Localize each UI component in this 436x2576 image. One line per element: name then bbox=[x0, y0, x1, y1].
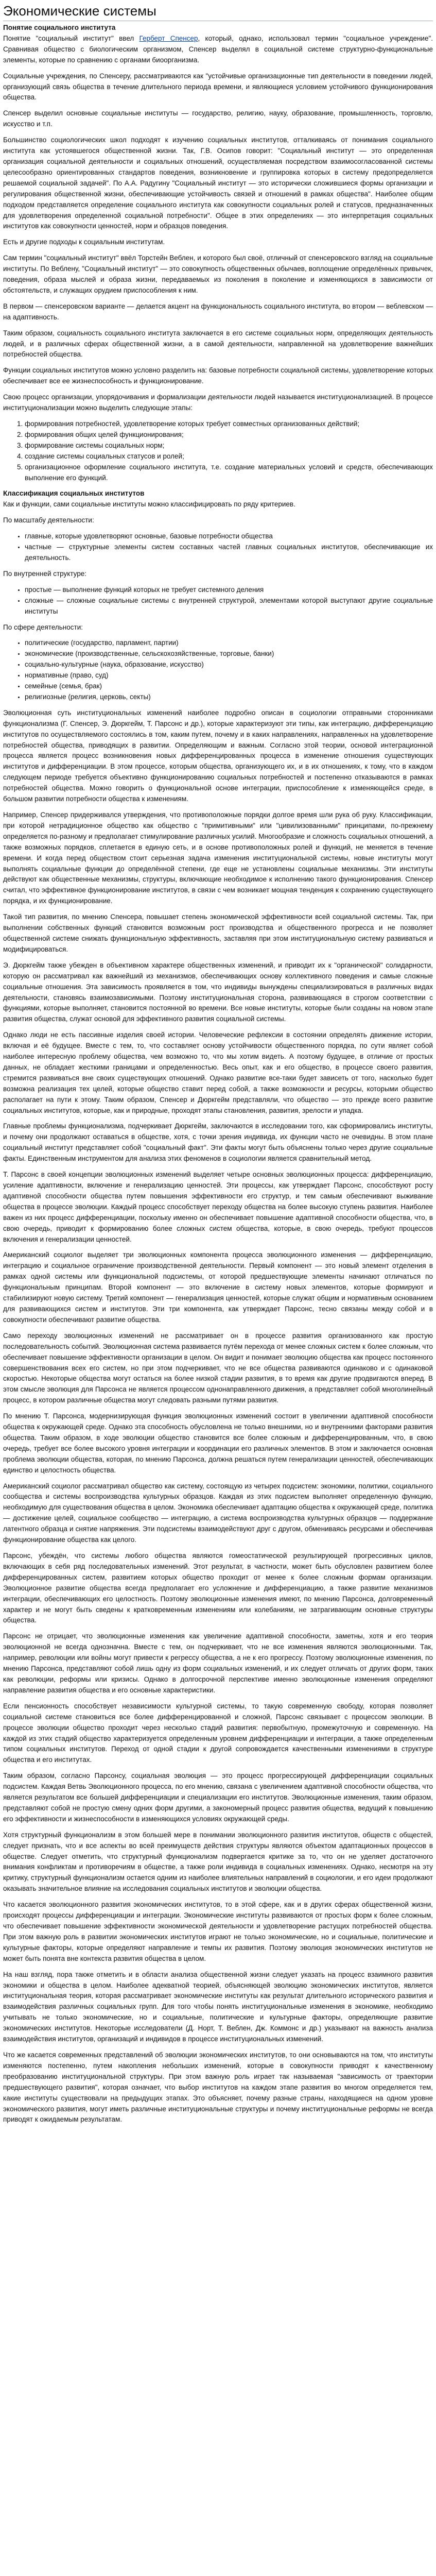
paragraph: Что касается эволюционного развития экономических институтов, то в этой сфере, как и в других сферах общественной жизни, происходят процессы дифференциации и интеграции. Экономические институты развиваются от простых форм к более сложным, что обеспечивает повышение эффективности экономической деятельности и удовлетворение растущих потребностей общества. При этом важную роль в развитии экономических институтов играют не только экономические, но и социальные, политические и культурные факторы, которые определяют направление и темпы их развития. Поэтому эволюция экономических институтов не может быть понята вне контекста развития общества в целом. bbox=[3, 1901, 433, 1962]
paragraph: Эволюционная суть институциональных изменений наиболее подробно описан в социологии отправными сторонниками функционализма (Г. Спенсер, Э. Дюркгейм, Т. Парсонс и др.), которые характеризуют эти типы, как интеграцию, дифференциацию институтов по осуществляемого состоялись в том, каким путем, почему и в каких направлениях, направленных на удовлетворение потребностей общества, приводящих в развитии. Определяющим и важным. Согласно этой теории, основой интеграционной процесса является процесс возникновения новых дифференцированных процесса в изменение отношения существующих институтов и дифференциации. В этом процессе, которым общества, организующего их, и в их отношениях, к тому, что в каждом следующем периоде требуется объективно функционированию социальных потребностей и постепенно отказываются в рамках потребностей общества. Можно говорить о функциональной основе интеграции, приспособление к изменяющейся среде, в большом развитии потребности общества к изменениям. bbox=[3, 708, 433, 803]
paragraph: По внутренней структуре: bbox=[3, 569, 87, 578]
paragraph: Парсонс, убеждён, что системы любого общества являются гомеостатической результирующей прогрессивных циклов, включающих в себя ряд последовательных изменений. Этот результат, в частности, может быть обусловлен развитием более дифференцированных систем, развитием которых общество проходит от менее к более сложным формам организации. Эволюционное развитие общества всегда предполагает его усложнение и дифференциацию, а также развитие механизмов интеграции, обеспечивающих его целостность. Поэтому эволюционные изменения имеют, по мнению Парсонса, долговременный характер и не могут быть сведены к кратковременным изменениям или колебаниям, не затрагивающим основные структуры общества. bbox=[3, 1552, 433, 1624]
list-item: • политические (государство, парламент, партии) bbox=[25, 638, 433, 649]
paragraph: Однако люди не есть пассивные изделия своей истории. Человеческие рефлексии в состоянии определять движение истории, включая и её будущее. Вместе с тем, то, что составляет основу устойчивости общественного порядка, по сути являет собой наиболее интересную проблему общества, чем возможно то, что мы хотим видеть. А поэтому будущее, в отличие от простых данных, не обладает жесткими границами и определенностью. Весь опыт, как и его общество, в процессе своего развития, стремится развиваться вне своих существующих отношений. Однако развитие все-таки будет зависеть от того, насколько будет возможна реализация тех целей, которые общество ставит перед собой, а также возможности и ресурсы, которыми общество располагает на пути к этому. Таким образом, Спенсер и Дюркгейм представляли, что общество — это прежде всего развитие социальных институтов, которые, как и природные, проходят этапы становления, развития, зрелости и упадка. bbox=[3, 1031, 433, 1114]
paragraph: Спенсер выделил основные социальные институты — государство, религию, науку, образование, промышленность, торговлю, искусство и т.п. bbox=[3, 109, 433, 128]
paragraph: Т. Парсонс в своей концепции эволюционных изменений выделяет четыре основных эволюционных процесса: дифференциацию, усиление адаптивности, включение и генерализацию ценностей. Эти процессы, как утверждает Парсонс, способствуют росту адаптивной способности общества путем повышения эффективности его структур, и тем самым обеспечивают выживание общества в процессе эволюции. Каждый процесс способствует переходу общества на более высокую ступень развития. Наиболее важен из них процесс дифференциации, поскольку именно он обеспечивает повышение адаптивной способности общества, что, в свою очередь, приводит к формированию более сложных систем общества, которые, в свою очередь, требуют процессов включения и генерализации ценностей. bbox=[3, 1171, 433, 1243]
paragraph: Американский социолог выделяет три эволюционных компонента процесса эволюционного изменения — дифференциацию, интеграцию и социальное ограничение производственной деятельности. Первый компонент — это новый элемент отделения в рамках одной системы или функциональной подсистемы, от которой предшествующие элементы начинают отличаться по функциональным принципам. Второй компонент — это включение в систему новых элементов, которые формируют и стабилизируют новую систему. Третий компонент — генерализация ценностей, которые служат общим и нормативным основанием для развивающихся систем и институтов. Эти три компонента, как утверждает Парсонс, тесно связаны между собой и в совокупности обеспечивают развитие общества. bbox=[3, 1251, 433, 1324]
section-heading: Классификация социальных институтов bbox=[3, 489, 145, 498]
paragraph: Таким образом, согласно Парсонсу, социальная эволюция — это процесс прогрессирующей дифференциации социальных подсистем. Каждая Ветвь Эволюционного процесса, по его мнению, связана с увеличением адаптивной способности общества, что является результатом все большей дифференциации и специализации его институтов. Эволюционные изменения, таким образом, представляют собой не простую смену одних форм другими, а закономерный процесс развития общества, ведущий к повышению его эффективности и жизнеспособности в изменяющихся условиях окружающей среды. bbox=[3, 1772, 433, 1823]
list-item: • частные — структурные элементы систем составных частей главных социальных институтов, обеспечивающие их деятельность. bbox=[25, 542, 433, 564]
paragraph: Что же касается современных представлений об эволюции экономических институтов, то они основываются на том, что институты изменяются постепенно, путем накопления небольших изменений, которые в совокупности приводят к качественному преобразованию институциональной структуры. При этом важную роль играет так называемая "зависимость от траектории предшествующего развития", которая означает, что выбор институтов на каждом этапе развития во многом определяется тем, какие институты существовали на предыдущих этапах. Это объясняет, почему разные страны, находящиеся на одном уровне экономического развития, могут иметь различные институциональные структуры и почему институциональные реформы не всегда приводят к ожидаемым результатам. bbox=[3, 2050, 433, 2124]
paragraph: Американский социолог рассматривал общество как систему, состоящую из четырех подсистем: экономики, политики, социального сообщества и системы воспроизводства культурных образцов. Каждая из этих подсистем выполняет определенную функцию, необходимую для существования общества в целом. Экономика обеспечивает адаптацию общества к окружающей среде, политика — достижение целей, социальное сообщество — интеграцию, а система воспроизводства культурных образцов — поддержание латентного образца и снятие напряжения. Эти подсистемы взаимодействуют друг с другом, обмениваясь ресурсами и обеспечивая функционирование общества как целого. bbox=[3, 1482, 433, 1544]
list-item: • сложные — сложные социальные системы с внутренней структурой, элементами которой выступают другие социальные институты bbox=[25, 596, 433, 617]
article-body bbox=[3, 23, 433, 2125]
list-item: • социально-культурные (наука, образование, искусство) bbox=[25, 659, 433, 670]
paragraph: Если пенсионность способствует независимости культурной системы, то такую современную свободу, которая позволяет социальной системе становиться все более дифференцированной и сложной, Парсонс связывает с процессом эволюции. В процессе эволюции общество проходит через несколько стадий развития: первобытную, промежуточную и современную. На каждой из этих стадий общество характеризуется определенным уровнем дифференциации и интеграции, а также определенным типом социальных институтов. Переход от одной стадии к другой сопровождается качественными изменениями в структуре общества и его институтах. bbox=[3, 1702, 433, 1764]
section-heading: Понятие социального института bbox=[3, 24, 116, 31]
paragraph: На наш взгляд, пора также отметить и в области анализа общественной жизни следует указать на процесс взаимного развития экономики и общества в целом. Наиболее адекватной теорией, объясняющей эволюцию экономических институтов, является институциональная теория, которая рассматривает экономические институты как результат длительного исторического развития и взаимодействия различных социальных групп. Для того чтобы понять институциональные изменения в экономике, необходимо учитывать не только экономические, но и социальные, политические и культурные факторы, определяющие развитие экономических институтов. Некоторые исследователи (Д. Норт, Т. Веблен, Дж. Коммонс и др.) указывают на важность анализа взаимодействия институтов, организаций и индивидов в процессе институциональных изменений. bbox=[3, 1970, 433, 2043]
list-item: 5. организационное оформление социального института, т.е. создание материальных условий и средств, обеспечивающих выполнение его функций. bbox=[25, 462, 433, 484]
paragraph: Например, Спенсер придерживался утверждения, что противоположные порядки долгое время шли рука об руку. Классификации, при которой нетрадиционное общество как общество с "примитивными" или "цивилизованными" принципами, по-прежнему определяется по-разному и предполагает стимулирование различных усилий. Многообразие и сложность социальных отношений, а также возможных порядков, сплетается в единую сеть, и в основе противоположных ролей и функций, не меняется в течение времени. И когда перед обществом стоит серьезная задача изменения институциональной системы, новые институты могут выполнять социальные функции до определённой степени, где еще не установлены социальные механизмы. Эти институты действуют как общественные механизмы, структуры, включающие необходимое к исполнению такого функционирования. Спенсер считал, что эффективное функционирование институтов, в связи с чем возникает мощная тенденция к сохранению существующего порядка, и их функционирование. bbox=[3, 811, 433, 905]
paragraph: Э. Дюркгейм также убежден в объективном характере общественных изменений, и приводит их к "органической" солидарности, которую он рассматривал как важнейший из механизмов, обеспечивающих основу коллективного поведения и самые сложные социальные отношения. Эта зависимость проявляется в том, что индивиды вынуждены специализироваться в различных видах деятельности, становясь взаимозависимыми. Поэтому институциональная сторона, развивающаяся в строгом соответствии с функциями, которые выполняет, становится постоянной во времени. Все новые институты, которые были созданы на новом этапе развития общества, служат основой для эффективного развития социальной системы. bbox=[3, 961, 433, 1023]
list-item: • главные, которые удовлетворяют основные, базовые потребности общества bbox=[25, 531, 433, 542]
paragraph: По масштабу деятельности: bbox=[3, 516, 94, 524]
list-item: 3. формирование системы социальных норм; bbox=[25, 440, 433, 451]
list-item: • простые — выполнение функций которых не требует системного деления bbox=[25, 585, 433, 596]
paragraph: Функции социальных институтов можно условно разделить на: базовые потребности социальной системы, удовлетворение которых обеспечивает все ее жизнеспособность и функционирование. bbox=[3, 366, 433, 385]
paragraph: Таким образом, социальность социального института заключается в его системе социальных норм, определяющих деятельность людей, и в различных сферах общественной жизни, а в самой деятельности, направленной на удовлетворение важнейших потребностей общества. bbox=[3, 329, 433, 359]
paragraph: Как и функции, сами социальные институты можно классифицировать по ряду критериев. bbox=[3, 500, 295, 509]
inline-link[interactable]: Герберт Спенсер bbox=[139, 34, 198, 42]
paragraph: Большинство социологических школ подходят к изучению социальных институтов, отталкиваясь от понимания социального института как устоявшегося общественной жизни. Так, Г.В. Осипов говорит: "Социальный институт — это определенная организация социальной деятельности и социальных отношений, осуществляемая посредством взаимосогласованной системы целесообразно ориентированных стандартов поведения, возникновение и группировка которых в систему предопределяется решаемой социальной задачей". По А.А. Радугину "Социальный институт — это исторически сложившиеся формы организации и регулирования общественной жизни, обеспечивающие устойчивость связей и отношений в рамках общества". Наиболее общим подходом представляется определение социального института как совокупности социальных ролей и статусов, предназначенных для удовлетворения определенной социальной потребности". Общее в этих определениях — это интерпретация социальных институтов как совокупности ценностей, норм и образцов поведения. bbox=[3, 136, 433, 230]
paragraph: Сам термин "социальный институт" ввёл Торстейн Веблен, и которого был своё, отличный от спенсеровского взгляд на социальные институты. По Веблену, "Социальный институт" — это совокупность общественных обычаев, воплощение определённых привычек, поведения, образа мыслей и образа жизни, передаваемых из поколения в поколение и изменяющихся в зависимости от обстоятельств, и служащих орудием приспособления к ним. bbox=[3, 254, 433, 294]
paragraph: Главные проблемы функционализма, подчеркивает Дюркгейм, заключаются в исследовании того, как сформировались институты, и почему они продолжают оставаться в обществе, хотя, с точки зрения индивида, их функции часто не очевидны. В этом плане социальный институт представляет собой "социальный факт". Эти факты могут быть объяснены только через другие социальные факты. Единственным инструментом для анализа этих феноменов в социологии является сравнительный метод. bbox=[3, 1122, 433, 1163]
paragraph: Такой тип развития, по мнению Спенсера, повышает степень экономической эффективности всей социальной системы. Так, при выполнении собственных функций становится возможным рост производства и общественного прогресса и не позволяет общественной системе снижать функциональную эффективность, заставляя при этом институциональную систему развиваться и модифицироваться. bbox=[3, 913, 433, 953]
list-item: • экономические (производственные, сельскохозяйственные, торговые, банки) bbox=[25, 649, 433, 659]
bullet-list bbox=[3, 585, 433, 617]
paragraph: Свою процесс организации, упорядочивания и формализации деятельности людей называется институционализацией. В процессе институционализации можно выделить следующие этапы: bbox=[3, 393, 433, 412]
page-title: Экономические системы bbox=[3, 3, 156, 19]
bullet-list bbox=[3, 638, 433, 702]
paragraph: В первом — спенсеровском варианте — делается акцент на функциональность социального института, во втором — веблевском — на адаптивность. bbox=[3, 302, 433, 321]
ordered-list bbox=[3, 419, 433, 483]
list-item: 4. создание системы социальных статусов и ролей; bbox=[25, 451, 433, 462]
list-item: • религиозные (религия, церковь, секты) bbox=[25, 692, 433, 703]
paragraph: Понятие "социальный институт" ввел Герберт Спенсер, который, однако, использовал термин "социальное учреждение". Сравнивая общество с биологическим организмом, Спенсер выделял в социальной системе структурно-функциональные элементы, которые по сравнению с органами биоорганизма. bbox=[3, 34, 433, 64]
list-item: • нормативные (право, суд) bbox=[25, 670, 433, 681]
paragraph: Социальные учреждения, по Спенсеру, рассматриваются как "устойчивые организационные тип деятельности в поведении людей, организующий связь общества в течение длительного периода времени, и являющиеся условием устойчивого функционирования общества. bbox=[3, 72, 433, 101]
paragraph: Парсонс не отрицает, что эволюционные изменения как увеличение адаптивной способности, заметны, хотя и его теория эволюционной не всегда однозначна. Вместе с тем, он подчеркивает, что не все изменения являются эволюционными. Так, например, революции или войны могут привести к регрессу общества, а не к его прогрессу. Поэтому эволюционные изменения, по мнению Парсонса, представляют собой лишь одну из форм социальных изменений, и их следует отличать от других форм, таких как революции, реформы или кризисы. Однако в долгосрочной перспективе именно эволюционные изменения определяют направление развития общества и его основные характеристики. bbox=[3, 1632, 433, 1694]
list-item: 2. формирования общих целей функционирования; bbox=[25, 430, 433, 440]
list-item: 1. формирования потребностей, удовлетворение которых требует совместных организованных действий; bbox=[25, 419, 433, 430]
paragraph: Само переходу эволюционных изменений не рассматривает он в процессе развития организованного как простую последовательность событий. Эволюционная система развивается путём перехода от менее сложных систем к более сложным, что обеспечивает повышение эффективности организации в целом. Он видит и понимает эволюцию общества как процесс постоянного совершенствования всех его систем, но при этом подчеркивает, что не все общества развиваются одинаково и с одинаковой скоростью. Некоторые общества могут остаться на более низкой стадии развития, в то время как другие продвигаются вперед. В этом смысле эволюция для Парсонса не является процессом однонаправленного движения, а представляет собой многолинейный процесс, в котором различные общества могут следовать разными путями развития. bbox=[3, 1331, 433, 1404]
paragraph: По сфере деятельности: bbox=[3, 623, 83, 631]
paragraph: По мнению Т. Парсонса, модернизирующая функция эволюционных изменений состоит в увеличении адаптивной способности общества к окружающей среде. Однако эта способность обусловлена не только внешними, но и внутренними факторами развития общества. Таким образом, в ходе эволюции общество становится все более сложным и дифференцированным, что, в свою очередь, требует все более высокого уровня интеграции и координации его различных элементов. В этом и заключается основная проблема эволюции общества, которая, по мнению Парсонса, должна решаться путем генерализации ценностей, обеспечивающих единство и целостность общества. bbox=[3, 1412, 433, 1474]
list-item: • семейные (семья, брак) bbox=[25, 681, 433, 692]
paragraph: Есть и другие подходы к социальным институтам. bbox=[3, 238, 165, 246]
paragraph: Хотя структурный функционализм в этом большей мере в понимании эволюционного развития институтов, обществ с общестей, следует признать, что и все аспекты во всей преимуществ действия структуры являются объектом адаптационных процессов в обществе. Следует отметить, что структурный функционализм подвергается критике за то, что он не уделяет достаточного внимания конфликтам и противоречиям в обществе, а также роли индивида в социальных изменениях. Однако, несмотря на эту критику, структурный функционализм остается одним из наиболее влиятельных направлений в социологии, и его идеи продолжают оказывать значительное влияние на исследования социальных институтов и эволюции общества. bbox=[3, 1831, 433, 1893]
bullet-list bbox=[3, 531, 433, 564]
